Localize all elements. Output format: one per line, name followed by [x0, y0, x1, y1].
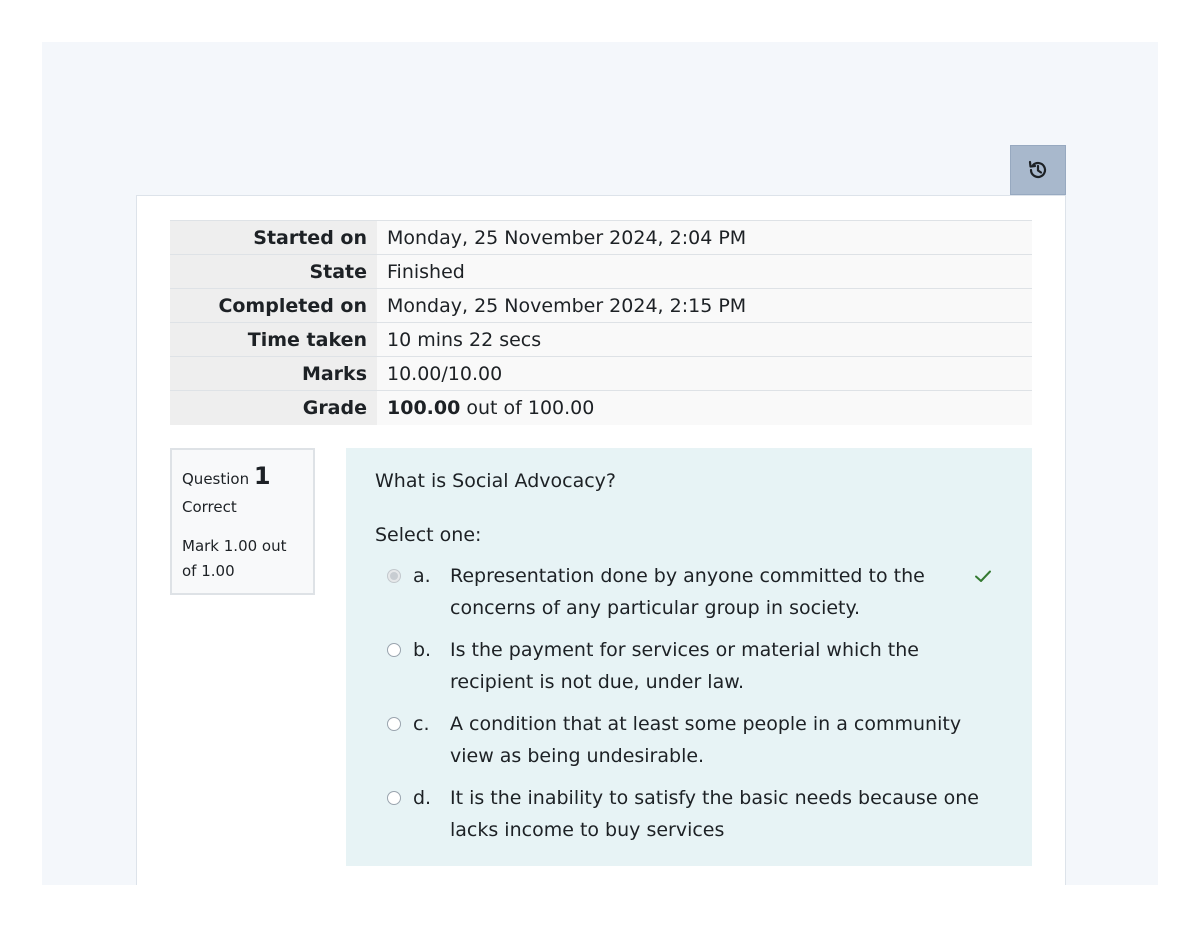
- summary-value: [377, 391, 1032, 425]
- summary-label: Completed on: [170, 289, 377, 323]
- answer-option-a[interactable]: [375, 560, 1003, 624]
- summary-label: Grade: [170, 391, 377, 425]
- summary-value: Finished: [377, 255, 1032, 289]
- grade-score: 100.00: [387, 396, 461, 419]
- summary-row-grade: [170, 391, 1032, 425]
- answer-text: Representation done by anyone committed to the concerns of any particular group in society.: [450, 565, 925, 619]
- summary-label: Marks: [170, 357, 377, 391]
- summary-label: State: [170, 255, 377, 289]
- radio-button[interactable]: [387, 569, 401, 583]
- summary-row-state: [170, 255, 1032, 289]
- answer-text: A condition that at least some people in a community view as being undesirable.: [450, 713, 962, 767]
- history-icon: [1026, 158, 1050, 182]
- answer-prompt: Select one:: [375, 524, 482, 546]
- question-info-box: [170, 448, 315, 595]
- question-text: What is Social Advocacy?: [375, 470, 617, 492]
- question-mark: Mark 1.00 out of 1.00: [182, 537, 287, 580]
- summary-value: Monday, 25 November 2024, 2:04 PM: [377, 221, 1032, 255]
- summary-value: 10.00/10.00: [377, 357, 1032, 391]
- answer-letter: d.: [413, 787, 432, 809]
- check-icon: [973, 564, 1003, 596]
- summary-row-marks: [170, 357, 1032, 391]
- answer-text: It is the inability to satisfy the basic needs because one lacks income to buy services: [450, 787, 979, 841]
- answer-option-b[interactable]: [375, 634, 1003, 698]
- history-button[interactable]: [1010, 145, 1066, 195]
- answer-text: Is the payment for services or material which the recipient is not due, under law.: [450, 639, 919, 693]
- summary-value: 10 mins 22 secs: [377, 323, 1032, 357]
- answer-letter: c.: [413, 713, 430, 735]
- question-content: [346, 448, 1032, 866]
- answer-letter: b.: [413, 639, 432, 661]
- summary-value: Monday, 25 November 2024, 2:15 PM: [377, 289, 1032, 323]
- question-label: Question: [182, 470, 250, 488]
- summary-label: Started on: [170, 221, 377, 255]
- summary-row-completed: [170, 289, 1032, 323]
- radio-button[interactable]: [387, 643, 401, 657]
- answer-option-c[interactable]: [375, 708, 1003, 772]
- radio-button[interactable]: [387, 717, 401, 731]
- attempt-summary-table: [170, 220, 1032, 425]
- summary-label: Time taken: [170, 323, 377, 357]
- grade-total: out of 100.00: [460, 396, 595, 419]
- answer-letter: a.: [413, 565, 431, 587]
- question-state: Correct: [182, 498, 237, 516]
- radio-button[interactable]: [387, 791, 401, 805]
- summary-row-started: [170, 221, 1032, 255]
- answer-option-d[interactable]: [375, 782, 1003, 846]
- question-number: 1: [253, 462, 271, 490]
- summary-row-time: [170, 323, 1032, 357]
